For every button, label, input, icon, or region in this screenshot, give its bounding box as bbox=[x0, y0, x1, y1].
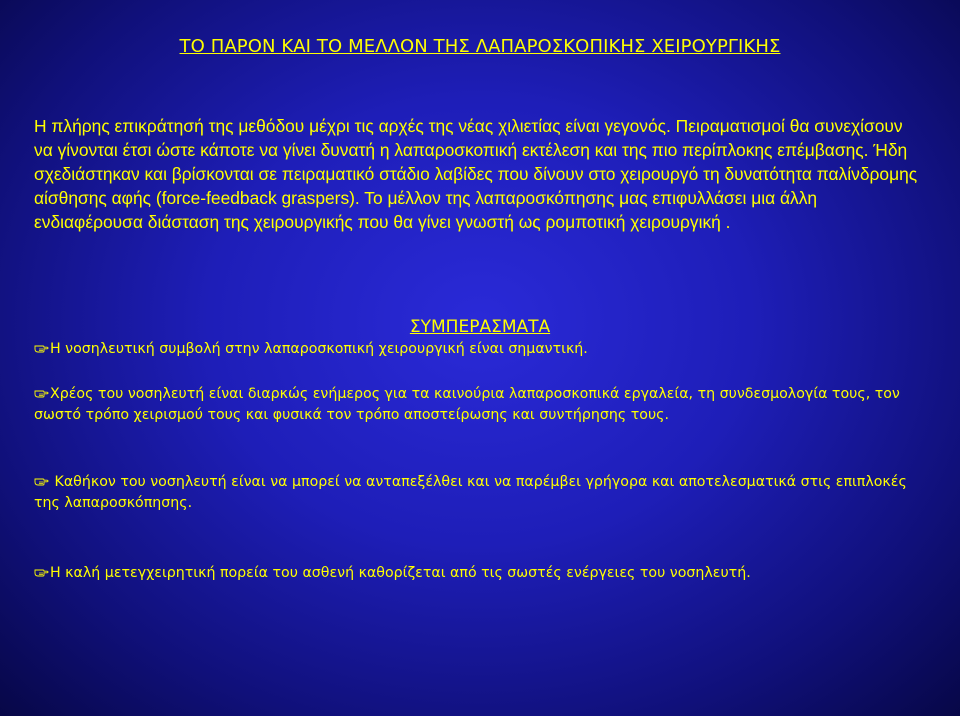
intro-paragraph: Η πλήρης επικράτησή της μεθόδου μέχρι τις αρχές της νέας χιλιετίας είναι γεγονός. Πειραματισμοί θα συνεχίσουν να γίνονται έτσι ώστε κάποτε να γίνει δυνατή η λαπαροσκοπική εκτέλεση και της πιο περίπλοκης επέμβασης. Ήδη σχεδιάστηκαν και βρίσκονται σε πειραματικό στάδιο λαβίδες που δίνουν στο χειρουργό τη δυνατότητα παλίνδρομης αίσθησης αφής (force-feedback graspers). Το μέλλον της λαπαροσκόπησης μας επιφυλλάσει μια άλλη ενδιαφέρουσα διάσταση της χειρουργικής που θα γίνει γνωστή ως ρομποτική χειρουργική . bbox=[34, 116, 918, 232]
pointing-hand-icon bbox=[34, 343, 49, 353]
conclusions-heading: ΣΥΜΠΕΡΑΣΜΑΤΑ bbox=[409, 317, 551, 337]
conclusion-point-1 bbox=[34, 339, 914, 360]
conclusion-point-3-text: Καθήκον του νοσηλευτή είναι να μπορεί να ανταπεξέλθει και να παρέμβει γρήγορα και αποτελεσματικά στις επιπλοκές της λαπαροσκόπησης. bbox=[34, 474, 907, 511]
conclusion-point-4-text: Η καλή μετεγχειρητική πορεία του ασθενή καθορίζεται από τις σωστές ενέργειες του νοσηλευτή. bbox=[50, 565, 751, 581]
slide-title: ΤΟ ΠΑΡΟΝ ΚΑΙ ΤΟ ΜΕΛΛΟΝ ΤΗΣ ΛΑΠΑΡΟΣΚΟΠΙΚΗΣ ΧΕΙΡΟΥΡΓΙΚΗΣ bbox=[179, 36, 781, 57]
conclusion-point-4 bbox=[34, 563, 914, 584]
pointing-hand-icon bbox=[34, 567, 49, 577]
conclusion-point-3 bbox=[34, 472, 914, 514]
conclusion-point-1-text: Η νοσηλευτική συμβολή στην λαπαροσκοπική χειρουργική είναι σημαντική. bbox=[50, 341, 588, 357]
conclusion-point-2-text: Χρέος του νοσηλευτή είναι διαρκώς ενήμερος για τα καινούρια λαπαροσκοπικά εργαλεία, τη συνδεσμολογία τους, τον σωστό τρόπο χειρισμού τους και φυσικά τον τρόπο αποστείρωσης και συντήρησης τους. bbox=[34, 386, 900, 423]
conclusion-point-2 bbox=[34, 384, 914, 426]
pointing-hand-icon bbox=[34, 388, 49, 398]
pointing-hand-icon bbox=[34, 476, 49, 486]
